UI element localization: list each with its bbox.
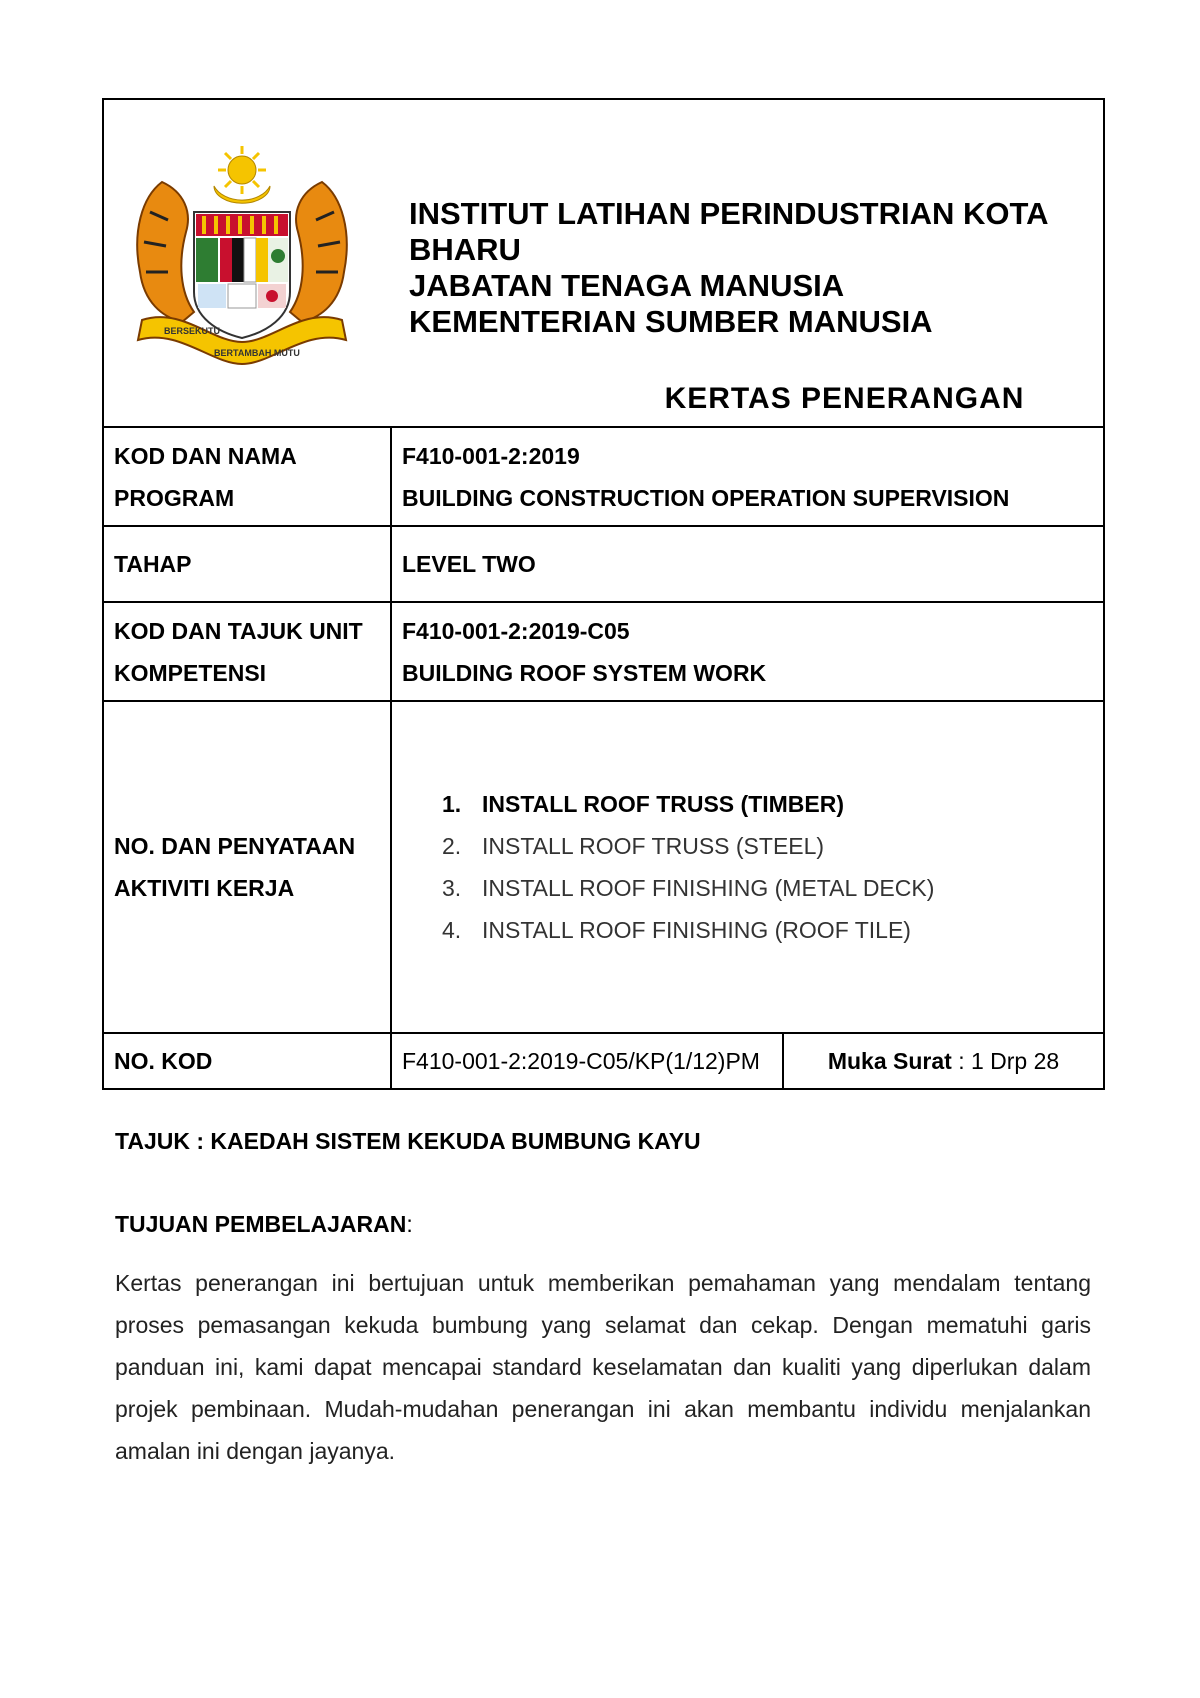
kod-value: F410-001-2:2019-C05/KP(1/12)PM [392, 1034, 784, 1088]
org-line-1: INSTITUT LATIHAN PERINDUSTRIAN KOTA [409, 196, 1049, 231]
objective-paragraph: Kertas penerangan ini bertujuan untuk memberikan pemahaman yang mendalam tentang proses pemasangan kekuda bumbung yang selamat dan cekap. Dengan mematuhi garis panduan ini, kami dapat mencapai standard keselamatan dan kualiti yang diperlukan dalam projek pembinaan. Mudah-mudahan penerangan ini akan membantu individu menjalankan amalan ini dengan jayanya. [115, 1270, 1091, 1464]
coat-of-arms-icon [122, 142, 362, 372]
activity-label-line-1: NO. DAN PENYATAAN [114, 833, 356, 859]
program-label-cell [103, 427, 391, 526]
program-label-line-2: PROGRAM [114, 484, 235, 511]
document-type-row [104, 382, 1103, 416]
org-line-4: KEMENTERIAN SUMBER MANUSIA [409, 304, 933, 339]
list-item-text: INSTALL ROOF TRUSS (STEEL) [482, 833, 825, 859]
tahap-label: TAHAP [103, 526, 391, 602]
table-row-program [103, 427, 1104, 526]
list-item-number: 4. [442, 917, 462, 943]
tahap-value: LEVEL TWO [391, 526, 1104, 602]
list-item-number: 2. [442, 833, 462, 859]
table-row-activities [103, 701, 1104, 1033]
header-box [102, 98, 1105, 427]
learning-objective-heading [115, 1211, 413, 1238]
list-item-text: INSTALL ROOF TRUSS (TIMBER) [482, 791, 845, 817]
page-number [784, 1048, 1103, 1075]
unit-value-cell [391, 602, 1104, 701]
learning-objective-label: TUJUAN PEMBELAJARAN [115, 1211, 407, 1237]
crest-banner-center-text: BERTAMBAH MUTU [214, 348, 300, 358]
list-item [442, 909, 1093, 951]
program-label-line-1: KOD DAN NAMA [114, 442, 297, 469]
activity-list [402, 783, 1093, 951]
org-line-2: BHARU [409, 232, 521, 267]
unit-name: BUILDING ROOF SYSTEM WORK [402, 659, 767, 686]
list-item [442, 783, 1093, 825]
program-value-cell [391, 427, 1104, 526]
list-item-text: INSTALL ROOF FINISHING (ROOF TILE) [482, 917, 911, 943]
unit-label-line-1: KOD DAN TAJUK UNIT [114, 617, 363, 644]
activity-label-line-2: AKTIVITI KERJA [114, 875, 295, 901]
unit-label-line-2: KOMPETENSI [114, 659, 267, 686]
page-label: Muka Surat [827, 1047, 952, 1074]
table-row-unit [103, 602, 1104, 701]
activity-label-cell [103, 701, 391, 1033]
list-item [442, 867, 1093, 909]
program-code: F410-001-2:2019 [402, 442, 580, 469]
unit-label-cell [103, 602, 391, 701]
learning-objective-colon: : [406, 1211, 413, 1237]
organization-block [409, 196, 1089, 340]
unit-code: F410-001-2:2019-C05 [402, 617, 630, 644]
kod-cell [391, 1033, 1104, 1089]
list-item-text: INSTALL ROOF FINISHING (METAL DECK) [482, 875, 935, 901]
kod-label: NO. KOD [103, 1033, 391, 1089]
program-name: BUILDING CONSTRUCTION OPERATION SUPERVISION [402, 484, 1010, 511]
topic-title: TAJUK : KAEDAH SISTEM KEKUDA BUMBUNG KAYU [115, 1128, 701, 1154]
table-row-tahap [103, 526, 1104, 602]
list-item-number: 1. [442, 791, 462, 817]
page-value: : 1 Drp 28 [958, 1047, 1060, 1074]
table-row-kod [103, 1033, 1104, 1089]
list-item [442, 825, 1093, 867]
document-type-title: KERTAS PENERANGAN [664, 382, 1025, 415]
org-line-3: JABATAN TENAGA MANUSIA [409, 268, 845, 303]
crest-banner-left-text: BERSEKUTU [164, 326, 221, 336]
list-item-number: 3. [442, 875, 462, 901]
kod-split [392, 1034, 1103, 1088]
info-table [102, 426, 1105, 1090]
activity-list-cell [391, 701, 1104, 1033]
